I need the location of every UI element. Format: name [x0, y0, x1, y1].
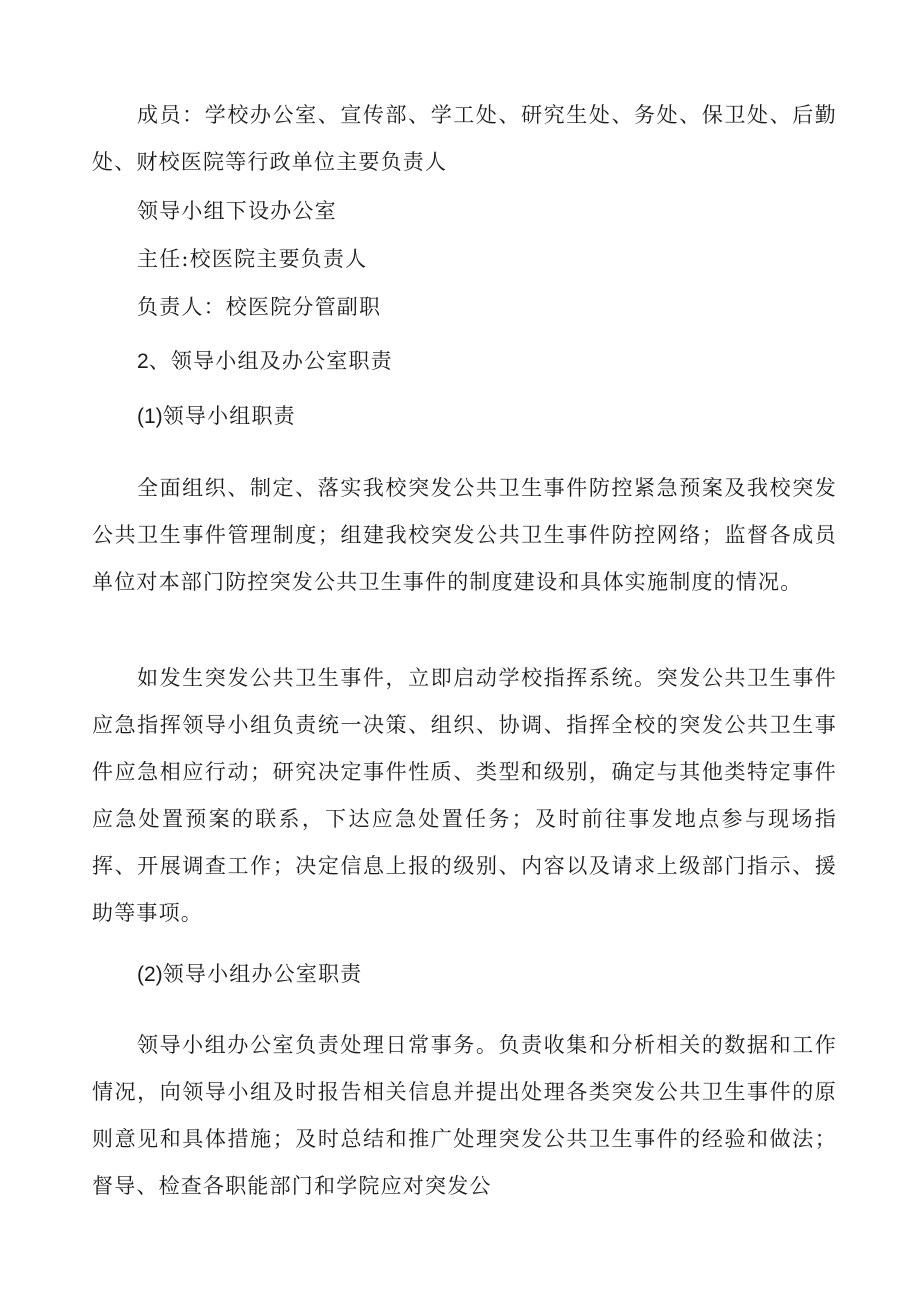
- emergency-command-paragraph: 如发生突发公共卫生事件，立即启动学校指挥系统。突发公共卫生事件应急指挥领导小组负责统一决策、组织、协调、指挥全校的突发公共卫生事件应急相应行动；研究决定事件性质、类型和级别，确定与其他类特定事件应急处置预案的联系，下达应急处置任务；及时前往事发地点参与现场指挥、开展调查工作；决定信息上报的级别、内容以及请求上级部门指示、援助等事项。: [92, 666, 837, 925]
- leadership-duties-paragraph: 全面组织、制定、落实我校突发公共卫生事件防控紧急预案及我校突发公共卫生事件管理制度；组建我校突发公共卫生事件防控网络；监督各成员单位对本部门防控突发公共卫生事件的制度建设和具体实施制度的情况。: [92, 476, 837, 594]
- subsection-1-heading: [137, 393, 296, 440]
- subsection-2-title: 领导小组办公室职责: [162, 962, 363, 986]
- section-2-title: 、领导小组及办公室职责: [148, 349, 393, 373]
- members-paragraph: 成员：学校办公室、宣传部、学工处、研究生处、务处、保卫处、后勤处、财校医院等行政单位主要负责人: [92, 103, 837, 174]
- section-2-number: 2: [137, 350, 149, 373]
- subsection-2-number: (2): [137, 963, 163, 986]
- director-line: 主任:校医院主要负责人: [137, 247, 368, 271]
- office-heading: 领导小组下设办公室: [137, 199, 337, 223]
- subsection-1-number: (1): [137, 405, 163, 428]
- section-2-heading: [137, 338, 393, 385]
- subsection-1-title: 领导小组职责: [162, 404, 296, 428]
- office-duties-paragraph: 领导小组办公室负责处理日常事务。负责收集和分析相关的数据和工作情况，向领导小组及时报告相关信息并提出处理各类突发公共卫生事件的原则意见和具体措施；及时总结和推广处理突发公共卫生事件的经验和做法；督导、检查各职能部门和学院应对突发公: [92, 1033, 837, 1198]
- subsection-2-heading: [137, 951, 362, 998]
- person-in-charge-line: 负责人：校医院分管副职: [137, 295, 382, 319]
